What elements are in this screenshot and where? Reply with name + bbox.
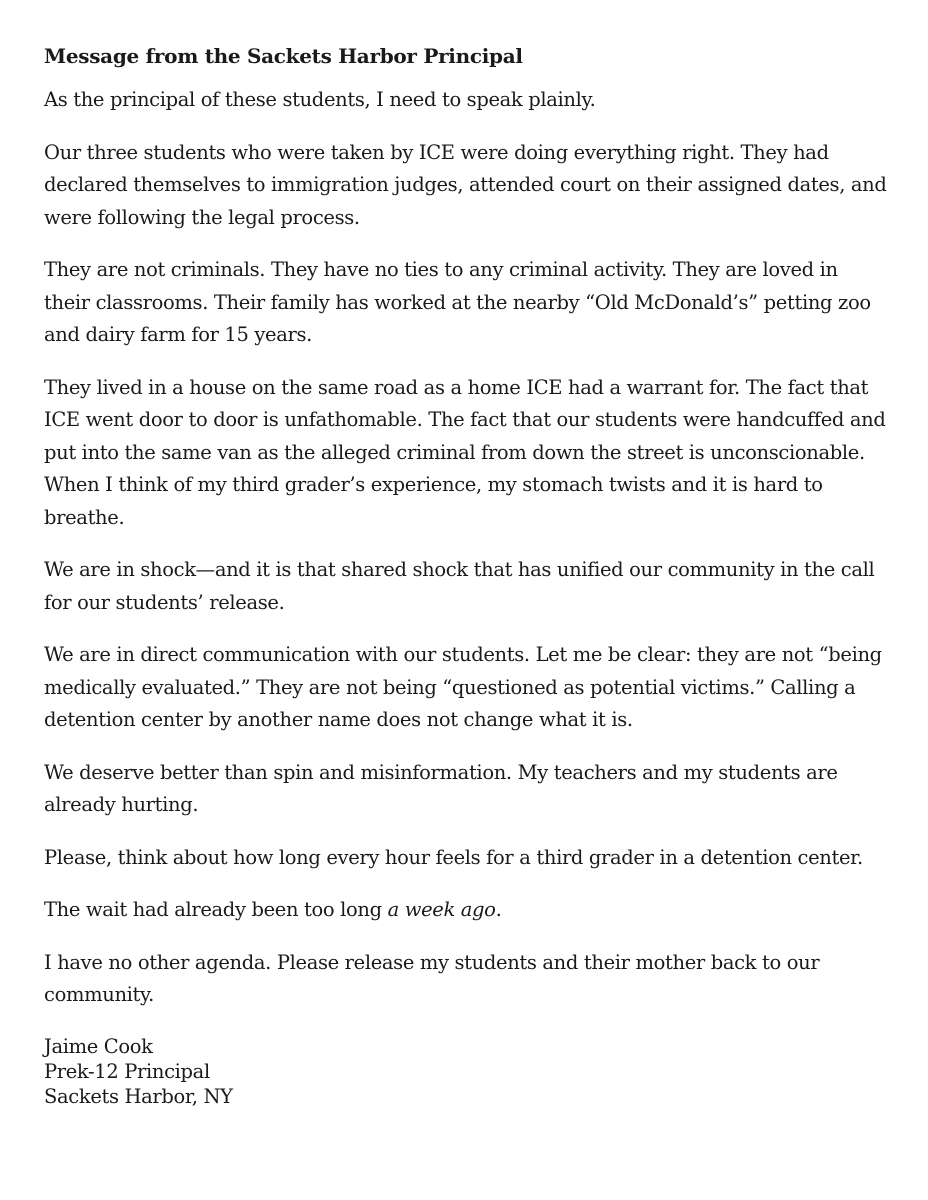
- letter-title: Message from the Sackets Harbor Principal: [44, 44, 523, 68]
- paragraph-not-criminals: They are not criminals. They have no ties to any criminal activity. They are loved in their classrooms. Their family has worked at the nearby “Old McDonald’s” petting zoo and dairy farm for 15 years.: [44, 258, 871, 346]
- paragraph-communication: We are in direct communication with our students. Let me be clear: they are not “being medically evaluated.” They are not being “questioned as potential victims.” Calling a detention center by another name does not change what it is.: [44, 643, 882, 731]
- paragraph-opening: As the principal of these students, I need to speak plainly.: [44, 88, 596, 111]
- paragraph-house-road: They lived in a house on the same road as a home ICE had a warrant for. The fact that ICE went door to door is unfathomable. The fact that our students were handcuffed and put into the same van as the alleged criminal from down the street is unconscionable. When I think of my third grader’s experience, my stomach twists and it is hard to breathe.: [44, 375, 886, 529]
- wait-end: .: [495, 898, 502, 921]
- wait-text: The wait had already been too long: [44, 898, 388, 921]
- paragraph-students-right: Our three students who were taken by ICE were doing everything right. They had declared themselves to immigration judges, attended court on their assigned dates, and were following the legal process.: [44, 140, 887, 229]
- signature-block: [44, 1034, 888, 1109]
- wait-emphasis: a week ago: [387, 898, 496, 921]
- signature-location: Sackets Harbor, NY: [44, 1084, 233, 1108]
- paragraph-deserve-better: We deserve better than spin and misinformation. My teachers and my students are already hurting.: [44, 760, 838, 816]
- signature-name: Jaime Cook: [44, 1034, 153, 1058]
- paragraph-shock: We are in shock—and it is that shared shock that has unified our community in the call for our students’ release.: [44, 558, 875, 614]
- paragraph-every-hour: Please, think about how long every hour feels for a third grader in a detention center.: [44, 845, 863, 869]
- paragraph-closing: I have no other agenda. Please release my students and their mother back to our community.: [44, 950, 820, 1006]
- signature-role: Prek-12 Principal: [44, 1059, 210, 1083]
- paragraph-wait: [44, 894, 888, 927]
